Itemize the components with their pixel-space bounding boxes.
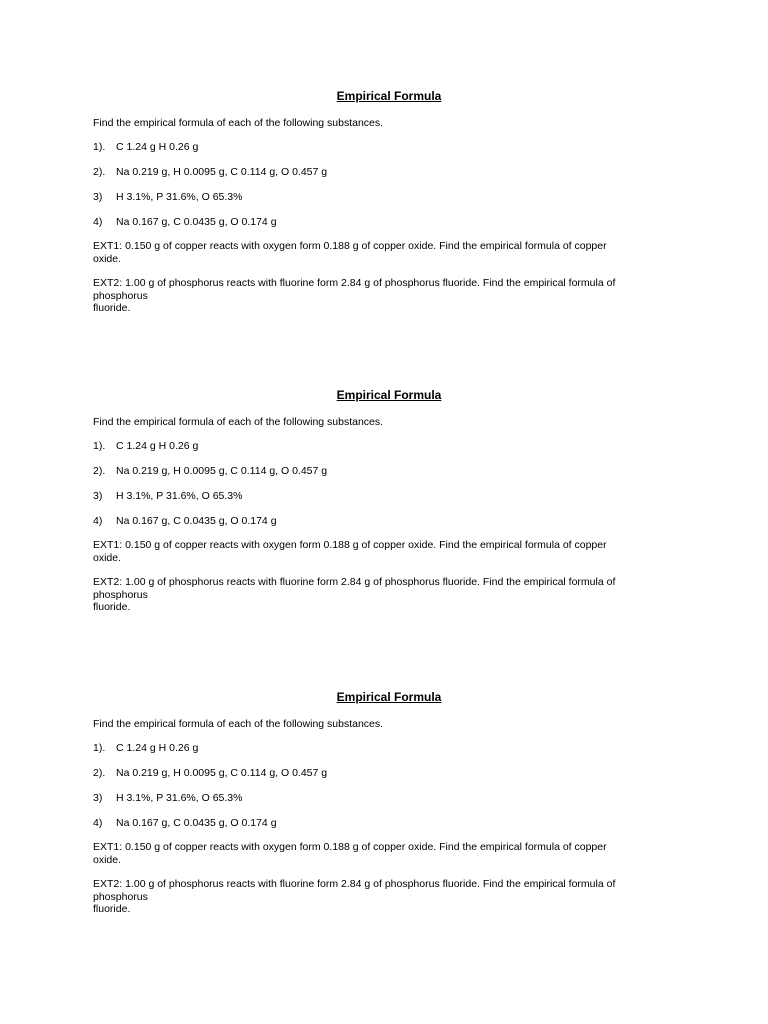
question-number: 2). xyxy=(93,767,106,779)
extension-line: phosphorus xyxy=(93,289,148,302)
worksheet-1 xyxy=(93,87,683,327)
question-number: 1). xyxy=(93,440,106,452)
question-text: Na 0.219 g, H 0.0095 g, C 0.114 g, O 0.457 g xyxy=(116,767,328,779)
extension-line: EXT2: 1.00 g of phosphorus reacts with fluorine form 2.84 g of phosphorus fluoride. Find the empirical formula of xyxy=(93,878,616,890)
question-number: 3) xyxy=(93,191,103,203)
question-2 xyxy=(93,465,683,477)
extension-question-1 xyxy=(93,841,683,866)
question-3 xyxy=(93,792,683,804)
worksheet-3 xyxy=(93,688,683,928)
question-4 xyxy=(93,216,683,228)
question-number: 1). xyxy=(93,742,106,754)
extension-line: oxide. xyxy=(93,853,122,866)
extension-question-1 xyxy=(93,240,683,265)
extension-line: oxide. xyxy=(93,551,122,564)
extension-line: oxide. xyxy=(93,252,122,265)
extension-line: EXT2: 1.00 g of phosphorus reacts with fluorine form 2.84 g of phosphorus fluoride. Find the empirical formula of xyxy=(93,277,616,289)
worksheet-instructions: Find the empirical formula of each of the following substances. xyxy=(93,718,384,730)
question-text: H 3.1%, P 31.6%, O 65.3% xyxy=(116,490,243,502)
question-number: 1). xyxy=(93,141,106,153)
extension-line: EXT1: 0.150 g of copper reacts with oxygen form 0.188 g of copper oxide. Find the empirical formula of copper xyxy=(93,240,607,252)
question-2 xyxy=(93,767,683,779)
extension-question-2 xyxy=(93,576,683,614)
extension-question-2 xyxy=(93,277,683,315)
question-text: Na 0.167 g, C 0.0435 g, O 0.174 g xyxy=(116,515,277,527)
question-number: 2). xyxy=(93,166,106,178)
worksheet-2 xyxy=(93,386,683,626)
extension-line: fluoride. xyxy=(93,601,131,613)
question-number: 2). xyxy=(93,465,106,477)
question-text: H 3.1%, P 31.6%, O 65.3% xyxy=(116,191,243,203)
question-number: 4) xyxy=(93,817,103,829)
question-1 xyxy=(93,742,683,754)
question-1 xyxy=(93,141,683,153)
question-text: H 3.1%, P 31.6%, O 65.3% xyxy=(116,792,243,804)
worksheet-instructions: Find the empirical formula of each of the following substances. xyxy=(93,117,384,129)
question-4 xyxy=(93,515,683,527)
extension-line: phosphorus xyxy=(93,890,148,903)
question-text: Na 0.167 g, C 0.0435 g, O 0.174 g xyxy=(116,817,277,829)
question-text: C 1.24 g H 0.26 g xyxy=(116,742,199,754)
extension-line: EXT1: 0.150 g of copper reacts with oxygen form 0.188 g of copper oxide. Find the empirical formula of copper xyxy=(93,841,607,853)
question-list xyxy=(93,440,683,527)
question-3 xyxy=(93,490,683,502)
question-text: Na 0.219 g, H 0.0095 g, C 0.114 g, O 0.457 g xyxy=(116,166,328,178)
question-1 xyxy=(93,440,683,452)
worksheet-title: Empirical Formula xyxy=(336,388,442,402)
question-4 xyxy=(93,817,683,829)
question-3 xyxy=(93,191,683,203)
extension-question-2 xyxy=(93,878,683,916)
question-text: Na 0.167 g, C 0.0435 g, O 0.174 g xyxy=(116,216,277,228)
extension-line: EXT1: 0.150 g of copper reacts with oxygen form 0.188 g of copper oxide. Find the empirical formula of copper xyxy=(93,539,607,551)
extension-line: fluoride. xyxy=(93,302,131,314)
question-number: 3) xyxy=(93,792,103,804)
question-number: 3) xyxy=(93,490,103,502)
question-text: C 1.24 g H 0.26 g xyxy=(116,440,199,452)
question-list xyxy=(93,141,683,228)
worksheet-instructions: Find the empirical formula of each of the following substances. xyxy=(93,416,384,428)
question-text: Na 0.219 g, H 0.0095 g, C 0.114 g, O 0.457 g xyxy=(116,465,328,477)
question-number: 4) xyxy=(93,515,103,527)
question-number: 4) xyxy=(93,216,103,228)
extension-question-1 xyxy=(93,539,683,564)
extension-line: fluoride. xyxy=(93,903,131,915)
worksheet-title: Empirical Formula xyxy=(336,690,442,704)
question-text: C 1.24 g H 0.26 g xyxy=(116,141,199,153)
worksheet-title: Empirical Formula xyxy=(336,89,442,103)
question-list xyxy=(93,742,683,829)
extension-line: phosphorus xyxy=(93,588,148,601)
question-2 xyxy=(93,166,683,178)
extension-line: EXT2: 1.00 g of phosphorus reacts with fluorine form 2.84 g of phosphorus fluoride. Find the empirical formula of xyxy=(93,576,616,588)
